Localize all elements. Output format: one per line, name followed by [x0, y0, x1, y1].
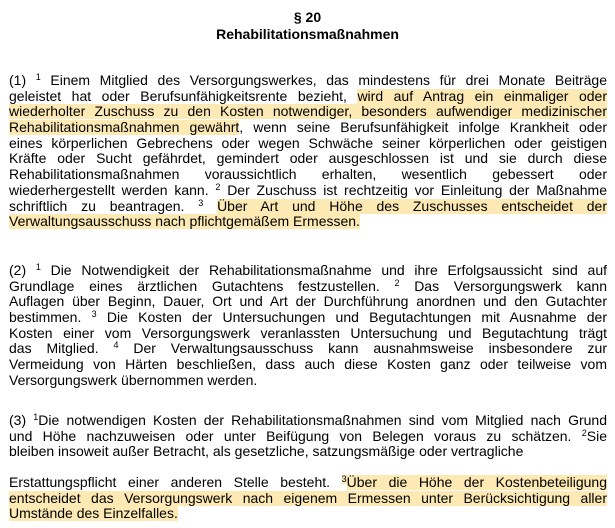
highlighted-text: Über Art und Höhe des Zuschusses entscheidet der — [217, 198, 607, 214]
text-run: Erstattungspflicht einer anderen Stelle besteht. — [9, 475, 342, 490]
text-run: Versorgungswerk übernommen werden. — [9, 372, 258, 388]
text-line — [9, 373, 607, 389]
text-line — [9, 167, 607, 183]
text-run: Die Notwendigkeit der Rehabilitationsmaßnahme und ihre Erfolgsaussicht sind auf — [40, 263, 607, 278]
text-line — [9, 357, 607, 373]
text-run: schriftlich zu beantragen. — [9, 198, 199, 214]
highlighted-text: Rehabilitationsmaßnahmen gewährt — [9, 120, 240, 136]
text-run: Das Versorgungswerk kann — [399, 278, 607, 294]
sentence-number: 3 — [341, 475, 347, 484]
text-line — [9, 183, 607, 199]
text-run — [203, 199, 217, 214]
text-run: Vermeidung von Härten beschließen, dass auch diese Kosten ganz oder teilweise vom — [9, 357, 607, 373]
text-run: Kosten einer vom Versorgungswerk veranlassten Untersuchung und Begutachtung trägt — [9, 325, 607, 341]
paragraph-2 — [9, 263, 607, 389]
text-line — [9, 341, 607, 357]
text-run: bestimmen. — [9, 310, 92, 326]
highlighted-text: Verwaltungsausschuss nach pflichtgemäßem Ermessen. — [9, 214, 360, 230]
text-line — [9, 214, 607, 230]
text-run: Auflagen über Beginn, Dauer, Ort und Art der Durchführung anordnen und den Gutachter — [9, 294, 607, 310]
text-run: Die Kosten der Untersuchungen und Begutachtungen mit Ausnahme der — [96, 310, 607, 326]
text-line — [9, 263, 607, 279]
text-run: (1) — [9, 73, 36, 88]
text-line — [9, 491, 607, 507]
text-run: Rehabilitationsmaßnahmen voraussichtlich erhalten, wesentlich gebessert oder — [9, 167, 607, 183]
text-line — [9, 413, 607, 429]
sentence-number: 4 — [113, 341, 119, 351]
text-run: (2) — [9, 263, 36, 278]
paragraph-1 — [9, 73, 607, 230]
sentence-number: 1 — [35, 263, 41, 272]
highlighted-text: Umstände des Einzelfalles. — [9, 506, 178, 522]
text-run: eines körperlichen Gebrechens oder wegen Schwäche seiner körperlichen oder geistigen — [9, 135, 607, 151]
text-run: Die notwendigen Kosten der Rehabilitationsmaßnahmen sind vom Mitglied nach Grund — [38, 413, 607, 428]
text-line — [9, 506, 607, 522]
text-run: Der Verwaltungsausschuss kann ausnahmsweise insbesondere zur — [118, 341, 607, 357]
sentence-number: 2 — [215, 182, 221, 192]
text-run: , wenn seine Berufsunfähigkeit infolge Krankheit oder — [239, 120, 607, 136]
sentence-number: 1 — [35, 73, 41, 82]
text-run: Sie — [586, 428, 607, 444]
section-number: § 20 — [293, 9, 322, 25]
text-line — [9, 104, 607, 120]
sentence-number: 1 — [33, 413, 39, 422]
text-line — [9, 136, 607, 152]
section-title: Rehabilitationsmaßnahmen — [216, 26, 399, 42]
text-line — [9, 326, 607, 342]
sentence-number: 2 — [394, 278, 400, 288]
text-line — [9, 120, 607, 136]
text-run: und Höhe nachzuweisen oder unter Beifügung von Belegen voraus zu schätzen. — [9, 428, 582, 444]
text-line — [9, 73, 607, 89]
sentence-number: 3 — [198, 198, 204, 208]
text-line — [9, 199, 607, 215]
text-line — [9, 151, 607, 167]
highlighted-text: wird auf Antrag ein einmaliger oder — [357, 88, 607, 104]
text-line — [9, 279, 607, 295]
text-run: wiederhergestellt werden kann. — [9, 182, 216, 198]
text-run: geleistet hat oder Berufsunfähigkeitsrente bezieht, — [9, 88, 358, 104]
text-line — [9, 475, 607, 491]
text-line — [9, 444, 607, 460]
highlighted-text: entscheidet das Versorgungswerk nach eigenem Ermessen unter Berücksichtigung aller — [9, 490, 607, 506]
highlighted-text: Über die Höhe der Kostenbeteiligung — [346, 475, 607, 490]
text-line — [9, 294, 607, 310]
text-line — [9, 89, 607, 105]
sentence-number: 3 — [91, 310, 97, 320]
text-run: Kräfte oder Sucht gefährdet, gemindert oder ausgeschlossen ist und sie durch diese — [9, 151, 607, 167]
paragraph-3-part-2 — [9, 475, 607, 522]
text-run: das Mitglied. — [9, 341, 114, 357]
paragraph-3-part-1 — [9, 413, 607, 460]
highlighted-text: wiederholter Zuschuss zu den Kosten notwendiger, besonders aufwendiger medizinischer — [9, 104, 607, 120]
text-run: Grundlage eines ärztlichen Gutachtens festzustellen. — [9, 278, 395, 294]
text-run: Der Zuschuss ist rechtzeitig vor Einleitung der Maßnahme — [220, 182, 607, 198]
sentence-number: 2 — [581, 428, 587, 438]
text-run: (3) — [9, 413, 34, 428]
text-line — [9, 310, 607, 326]
text-run: Einem Mitglied des Versorgungswerkes, das mindestens für drei Monate Beiträge — [40, 73, 607, 88]
text-line — [9, 429, 607, 445]
text-run: bleiben insoweit außer Betracht, als gesetzliche, satzungsmäßige oder vertragliche — [9, 444, 524, 460]
